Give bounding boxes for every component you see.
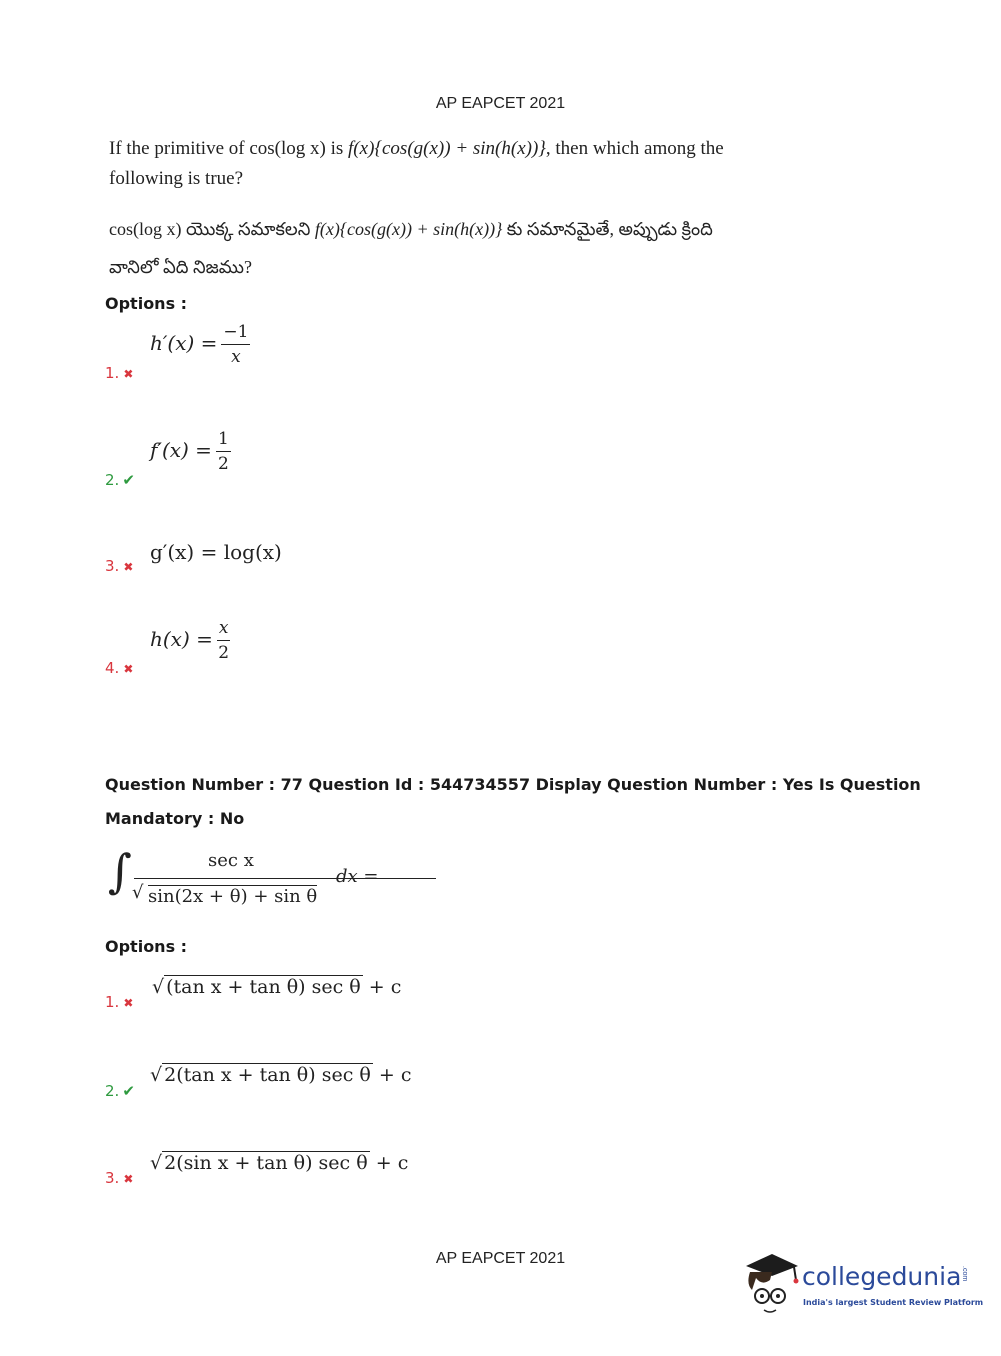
q77-option-2-number — [105, 1082, 135, 1101]
wrong-icon: ✖ — [123, 367, 134, 381]
option-number: 3. — [105, 557, 120, 575]
fraction — [221, 322, 250, 367]
fraction — [217, 618, 231, 663]
question-meta-line-2: Mandatory : No — [105, 809, 245, 828]
telugu-text-part: cos(log x) యొక్క సమాకలని — [109, 219, 315, 239]
option-number: 2. — [105, 471, 120, 489]
radical-icon: √ — [150, 1064, 163, 1086]
telugu-math: f(x){cos(g(x)) + sin(h(x))} — [314, 219, 503, 239]
radicand: 2(tan x + tan θ) sec θ — [164, 1064, 371, 1086]
radical-icon: √ — [132, 882, 144, 903]
option-2-number — [105, 471, 135, 490]
option-number: 4. — [105, 659, 120, 677]
fraction-numerator: 1 — [216, 429, 231, 452]
q77-option-1-expression — [152, 975, 401, 998]
option-4-expression — [150, 618, 230, 663]
correct-icon: ✔ — [122, 1083, 135, 1100]
option-lhs: f′(x) = — [150, 438, 212, 462]
mascot-icon — [742, 1250, 802, 1316]
integral-numerator: sec x — [208, 850, 254, 871]
q77-option-2-expression — [150, 1063, 411, 1086]
telugu-line-2: వానిలో ఏది నిజము? — [109, 257, 253, 277]
integral-denominator: sin(2x + θ) + sin θ — [148, 886, 318, 907]
options-label-q77: Options : — [105, 937, 188, 956]
option-1-expression — [150, 322, 250, 367]
wrong-icon: ✖ — [123, 996, 134, 1010]
page-header: AP EAPCET 2021 — [435, 95, 566, 112]
question-text-part: If the primitive of cos(log x) is — [109, 138, 349, 159]
option-tail: + c — [378, 1064, 412, 1086]
wrong-icon: ✖ — [123, 1172, 134, 1186]
option-4-number — [105, 659, 133, 678]
option-number: 3. — [105, 1169, 120, 1187]
q77-option-1-number — [105, 993, 133, 1012]
question-text-telugu — [109, 210, 713, 286]
question-meta-line-1: Question Number : 77 Question Id : 544734557 Display Question Number : Yes Is Question — [105, 775, 921, 794]
options-label: Options : — [105, 294, 188, 313]
option-number: 1. — [105, 364, 120, 382]
option-tail: + c — [368, 976, 402, 998]
logo-wordmark: collegedunia — [802, 1262, 962, 1291]
question-line-2: following is true? — [109, 168, 244, 189]
radical-icon: √ — [150, 1152, 163, 1174]
integral-dx: dx = — [336, 866, 379, 887]
correct-icon: ✔ — [122, 472, 135, 489]
radicand: 2(sin x + tan θ) sec θ — [164, 1152, 368, 1174]
logo-suffix: .com — [961, 1266, 968, 1282]
option-number: 2. — [105, 1082, 120, 1100]
option-number: 1. — [105, 993, 120, 1011]
question-math: f(x){cos(g(x)) + sin(h(x))} — [348, 138, 546, 159]
fraction-denominator: 2 — [218, 643, 230, 663]
option-2-expression — [150, 429, 231, 474]
question-text-part: , then which among the — [545, 138, 724, 159]
q77-option-3-expression — [150, 1151, 408, 1174]
fraction — [216, 429, 231, 474]
fraction-numerator: −1 — [221, 322, 250, 345]
telugu-text-part: కు సమానమైతే, అప్పుడు క్రింది — [502, 219, 713, 239]
option-1-number — [105, 364, 133, 383]
fraction-numerator: x — [217, 618, 231, 641]
fraction-denominator: 2 — [217, 454, 229, 474]
wrong-icon: ✖ — [123, 662, 134, 676]
radical-icon: √ — [152, 976, 165, 998]
option-3-number — [105, 557, 133, 576]
option-lhs: h′(x) = — [150, 331, 218, 355]
option-lhs: h(x) = — [150, 627, 213, 651]
q77-option-3-number — [105, 1169, 133, 1188]
wrong-icon: ✖ — [123, 560, 134, 574]
telugu-line-1 — [109, 210, 713, 248]
integral-sign: ∫ — [108, 844, 132, 898]
question-line-1 — [109, 134, 724, 164]
page-footer: AP EAPCET 2021 — [435, 1250, 566, 1267]
fraction-denominator: x — [231, 347, 241, 367]
question-text-english — [109, 134, 724, 194]
logo-tagline: India's largest Student Review Platform — [803, 1298, 984, 1307]
option-3-expression: g′(x) = log(x) — [150, 540, 282, 564]
collegedunia-logo — [742, 1250, 984, 1320]
integral-expression — [108, 844, 408, 914]
fraction-bar — [134, 878, 436, 879]
radicand: (tan x + tan θ) sec θ — [166, 976, 361, 998]
option-tail: + c — [375, 1152, 409, 1174]
